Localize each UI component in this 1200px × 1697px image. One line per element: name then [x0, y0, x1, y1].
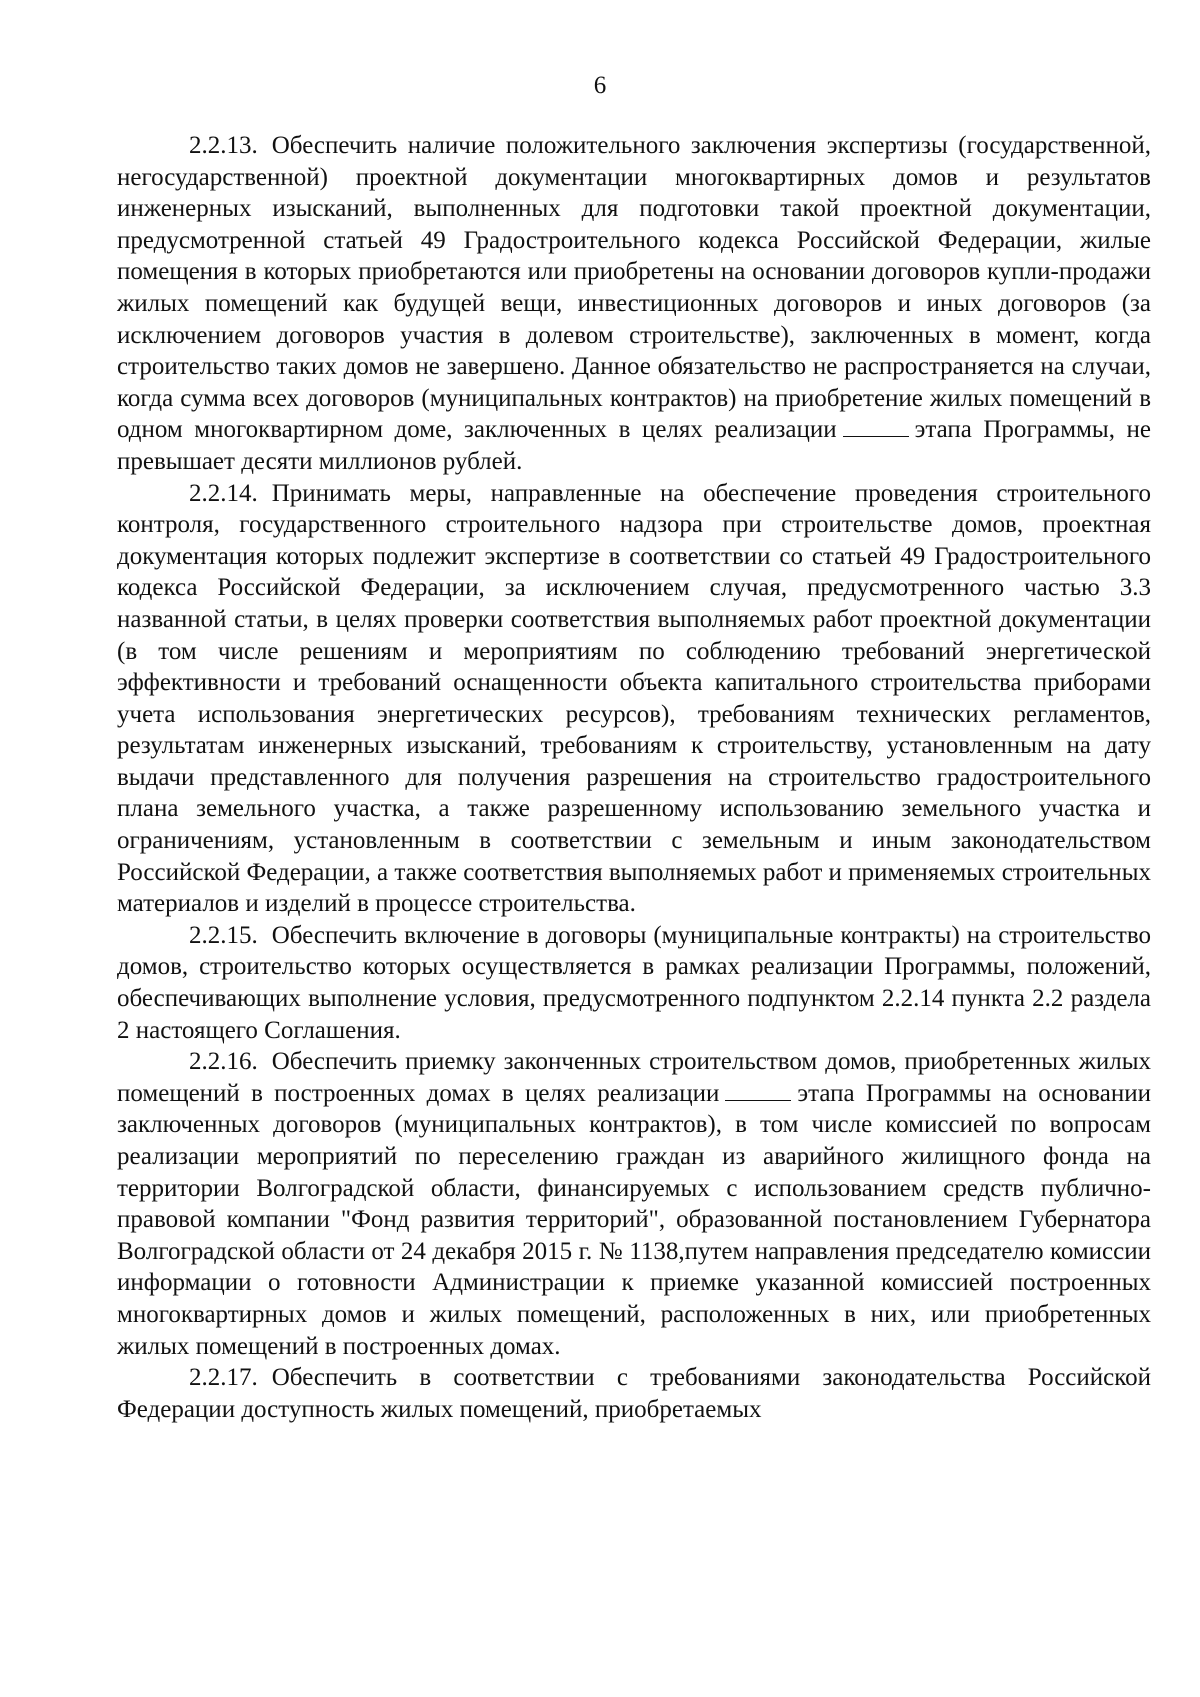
clause-text: Принимать меры, направленные на обеспечение проведения строительного контроля, государственного строительного надзора при строительстве домов, проектная документация которых подлежит экспертизе в соответствии со статьей 49 Градостроительного кодекса Российской Федерации, за исключением случая, предусмотренного частью 3.3 названной статьи, в целях проверки соответствия выполняемых работ проектной документации (в том числе решениям и мероприятиям по соблюдению требований энергетической эффективности и требований оснащенности объекта капитального строительства приборами учета использования энергетических ресурсов), требованиям технических регламентов, результатам инженерных изысканий, требованиям к строительству, установленным на дату выдачи представленного для получения разрешения на строительство градостроительного плана земельного участка, а также разрешенному использованию земельного участка и ограничениям, установленным в соответствии с земельным и иным законодательством Российской Федерации, а также соответствия выполняемых работ и применяемых строительных материалов и изделий в процессе строительства.	[117, 479, 1151, 918]
clause-2-2-16	[117, 1046, 1151, 1362]
clause-number: 2.2.13.	[189, 132, 258, 159]
clause-2-2-17	[117, 1362, 1151, 1425]
clause-number: 2.2.17.	[189, 1364, 258, 1392]
clause-2-2-15	[117, 920, 1151, 1046]
document-body	[117, 130, 1151, 1425]
clause-2-2-13	[117, 130, 1151, 478]
clause-text-continued: этапа Программы на основании заключенных договоров (муниципальных контрактов), в том числе комиссией по вопросам реализации мероприятий по переселению граждан из аварийного жилищного фонда на территории Волгоградской области, финансируемых с использованием средств публично-правовой компании "Фонд развития территорий", образованной постановлением Губернатора Волгоградской области от 24 декабря 2015 г. № 1138,путем направления председателю комиссии информации о готовности Администрации к приемке указанной комиссией построенных многоквартирных домов и жилых помещений, расположенных в них, или приобретенных жилых помещений в построенных домах.	[117, 1079, 1151, 1360]
clause-text: Обеспечить наличие положительного заключения экспертизы (государственной, негосударственной) проектной документации многоквартирных домов и результатов инженерных изысканий, выполненных для подготовки такой проектной документации, предусмотренной статьей 49 Градостроительного кодекса Российской Федерации, жилые помещения в которых приобретаются или приобретены на основании договоров купли-продажи жилых помещений как будущей вещи, инвестиционных договоров и иных договоров (за исключением договоров участия в долевом строительстве), заключенных в момент, когда строительство таких домов не завершено. Данное обязательство не распространяется на случаи, когда сумма всех договоров (муниципальных контрактов) на приобретение жилых помещений в одном многоквартирном доме, заключенных в целях реализации	[117, 132, 1151, 444]
stage-blank-line	[843, 416, 909, 437]
page-number: 6	[593, 72, 607, 99]
clause-text: Обеспечить в соответствии с требованиями законодательства Российской Федерации доступность жилых помещений, приобретаемых	[117, 1364, 1151, 1423]
clause-number: 2.2.15.	[189, 921, 258, 949]
clause-number: 2.2.16.	[189, 1048, 258, 1076]
clause-text: Обеспечить включение в договоры (муниципальные контракты) на строительство домов, строительство которых осуществляется в рамках реализации Программы, положений, обеспечивающих выполнение условия, предусмотренного подпунктом 2.2.14 пункта 2.2 раздела 2 настоящего Соглашения.	[117, 921, 1151, 1044]
clause-2-2-14	[117, 478, 1151, 920]
clause-text: Обеспечить приемку законченных строительством домов, приобретенных жилых помещений в построенных домах в целях реализации	[117, 1048, 1151, 1107]
clause-text-continued: этапа Программы, не превышает десяти миллионов рублей.	[117, 416, 1151, 475]
clause-number: 2.2.14.	[189, 479, 258, 507]
stage-blank-line	[725, 1080, 791, 1101]
